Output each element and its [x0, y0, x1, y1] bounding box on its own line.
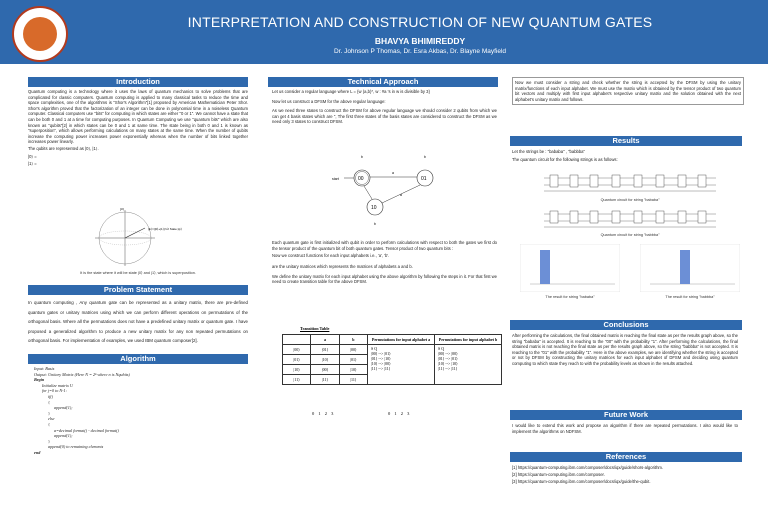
- poster-header: [0, 0, 768, 64]
- dfsm-edge-a-1: a: [392, 171, 394, 175]
- references-list: [512, 465, 738, 486]
- table-row: |11⟩ |11⟩ |11⟩: [283, 375, 502, 385]
- conclusions-heading: Conclusions: [510, 320, 742, 330]
- technical-approach-heading: Technical Approach: [268, 77, 498, 87]
- introduction-heading: Introduction: [28, 77, 248, 87]
- reference-1: [1] https://quantum-computing.ibm.com/composer/docs/iqx/guide/shors-algorithm.: [512, 465, 664, 470]
- problem-statement-heading: Problem Statement: [28, 285, 248, 295]
- quantum-circuit-babbba: [540, 208, 720, 230]
- matrix-index-b: 0 1 2 3: [388, 411, 410, 416]
- reference-2: [2] https://quantum-computing.ibm.com/composer.: [512, 472, 605, 478]
- histogram-babbba: [640, 244, 740, 292]
- table-row: |10⟩ |00⟩ |10⟩: [283, 365, 502, 375]
- future-work-heading: Future Work: [510, 410, 742, 420]
- dfsm-loop-b-00: b: [361, 155, 363, 159]
- circuit-bababa-caption: Quantum circuit for string "bababa": [600, 198, 660, 202]
- dfsm-loop-b-10: b: [374, 222, 376, 226]
- dfsm-state-10: 10: [371, 205, 377, 211]
- references-heading: References: [510, 452, 742, 462]
- poster-affiliation: Dr. Johnson P Thomas, Dr. Esra Akbas, Dr. Blayne Mayfield: [333, 48, 507, 55]
- quantum-circuit-bababa: [540, 172, 720, 194]
- histogram-bababa-caption: The result for string "bababa": [545, 295, 595, 299]
- university-seal-logo: [12, 6, 68, 62]
- bloch-z-label: |0⟩: [120, 208, 125, 211]
- dfsm-state-01: 01: [421, 176, 427, 182]
- results-text: Let the strings be : "bababa" , "babbba" The quantum circuit for the following strings is as follows:: [512, 149, 618, 162]
- problem-statement-text: In quantum computing , Any quantum gate can be represented as a unitary matrix, there are pre-defined quantum gates or unitary matrices using which we can perform different operations on permutations of the orthogonal basis. Where all the permutations does not have a predefined unitary matrix or quantum gate. I have proposed a generalized algorithm to produce a new unitary matrix for any non repeated permutations on orthogonal basis. For implementation of examples, we used IBM quantum composer[2].: [28, 300, 248, 343]
- poster-title: INTERPRETATION AND CONSTRUCTION OF NEW QUANTUM GATES: [187, 14, 653, 30]
- circuit-babbba-caption: Quantum circuit for string "babbba": [600, 233, 660, 237]
- dfsm-start-label: start: [332, 177, 339, 181]
- technical-intro-text: Let us consider a regular language where L = {w (a,b)*, w : #a 's in w is divisible by 3} Now let us construct a DFSM for the above regular language: As we need three states to construct the DFSM for above regular language we should consider 2 qubits from which we can get 4 basis states which are ", The first three states of the basis states are considered to construct the DFSM as we need only 3 states to construct DFSM.: [272, 89, 497, 125]
- transition-table-title: Transition Table: [300, 326, 330, 331]
- matrix-index-a: 0 1 2 3: [312, 411, 334, 416]
- bloch-state-label: |ψ⟩=(|0⟩+|1⟩)/√2 State |ψ⟩: [148, 227, 182, 231]
- algorithm-pseudocode: Input: Basis Output: Unitary Matrix (Here N = 2ⁿ where n is Nqubits) Begin Initialize matrix U for j=0 to N-1: if() { append(1); } else { a=decimal format() - decimal format() append(1); } append(0) to remaining elements end: [34, 366, 130, 455]
- histogram-babbba-caption: The result for string "babbba": [665, 295, 715, 299]
- table-row: |00⟩ |01⟩ |00⟩ S Q |00⟩ --> |01⟩ |01⟩ --> |10⟩ |10⟩ --> |00⟩ |11⟩ --> |11⟩ S Q |00⟩ --> |00⟩ |01⟩ --> |01⟩ |10⟩ --> |10⟩ |11⟩ --> |11⟩: [283, 345, 502, 355]
- dfsm-edge-a-2: a: [400, 193, 402, 197]
- reference-3: [3] https://quantum-computing.ibm.com/composer/docs/iqx/guide/the-qubit.: [512, 479, 651, 485]
- bloch-sphere-diagram: [60, 208, 210, 268]
- poster-author: BHAVYA BHIMIREDDY: [374, 36, 466, 46]
- future-work-text: I would like to extend this work and propose an algorithm if there are repeated permutations. I also would like to implement the algorithms on NDFSM.: [512, 423, 738, 434]
- algorithm-heading: Algorithm: [28, 354, 248, 364]
- dfsm-state-00: 00: [358, 176, 364, 182]
- introduction-text: Quantum computing is a technology where it uses the laws of quantum mechanics to solve problems that are complicated for classic computers. Quantum computing is applied to many classical tasks to reduce the time and space complexities, one of the algorithms is "Shor's Algorithm"[1] proposed by American Mathematician Peter Shor. Shor's algorithm proved that the factorization of an integer can be done in polynomial time in a noiseless Quantum computer. Classical computers use "bits" for computing in which states are either "0 or 1". We cannot have a state that can be both 0 and 1 at a time for computing purposes. In Quantum Computing we use "quantum bits" which are also known as "qubits"[2] in which states can be 0 and 1 at same time. The state being in both 0 and 1 is known as "superposition", which allows performing calculations on many states at the same time. When the number of qubits increase the computing power increases power exponentially whereas when the number of bits linked together increases power linearly. The qubits are represented as |0⟩, |1⟩. |0⟩ = |1⟩ =: [28, 89, 248, 166]
- results-heading: Results: [510, 136, 742, 146]
- histogram-bababa: [520, 244, 620, 292]
- conclusions-text: After performing the calculations, the final obtained matrix is reaching the final state as per the results graph above, so the string "bababa" is accepted. It is reaching to the "00" with the probability "1". After performing the calculations, the final obtained matrix is not reaching the final state as per the results graph above, so the string "babbba" is not accepted. It is reaching to the "01" with the probability "1". Here in the above examples, we are identifying whether the string is accepted or not by DFSM by constructing the unitary matrices for each input alphabet of DFSM and deciding using quantum computing to which state they reach to with the probability levels as shown in the results attached.: [512, 333, 738, 366]
- bloch-caption: It is the state where it will be state |0⟩ and |1⟩, which is superposition.: [80, 271, 196, 275]
- string-check-text: Now we must consider a string and check whether the string is accepted by the DFSM by using the unitary matrix/functions of each input alphabet. We must use the matrix which is obtained by the tensor product of two quantum bit vectors and multiply with first input alphabet's respective unitary matrix and the solution obtained with the next alphabet's unitary matrix and follows.: [512, 77, 744, 105]
- transition-table: a b Permutations for input alphabet a Permutations for input alphabet b |00⟩ |01⟩ |00⟩ S Q |00⟩ --> |01⟩ |01⟩ --> |10⟩ |10⟩ --> |00⟩ |11⟩ --> |11⟩ S Q |00⟩ --> |00⟩ |01⟩ --> |01⟩ |10⟩ --> |10⟩ |11⟩ --> |11⟩ |01⟩ |10⟩ |01⟩ |10⟩ |00⟩ |10⟩ |11⟩ |11⟩ |11⟩: [282, 334, 502, 385]
- table-row: |01⟩ |10⟩ |01⟩: [283, 355, 502, 365]
- dfsm-loop-b-01: b: [424, 155, 426, 159]
- tensor-product-text: Each quantum gate is first initialized with qubit in order to perform calculations with respect to both the gates we first do the tensor product of the quantum bit of both quantum gates. Tensor product of two quantum bits : Now we construct functions for each input alphabets i.e., 'a', 'b'. are the unitary matrices which represents the matrices of alphabets a and b. We define the unitary matrix for each input alphabet using the above algorithm by following the steps in it. For that first we need to create transition table for the above DFSM.: [272, 240, 498, 285]
- dfsm-diagram: [330, 150, 450, 230]
